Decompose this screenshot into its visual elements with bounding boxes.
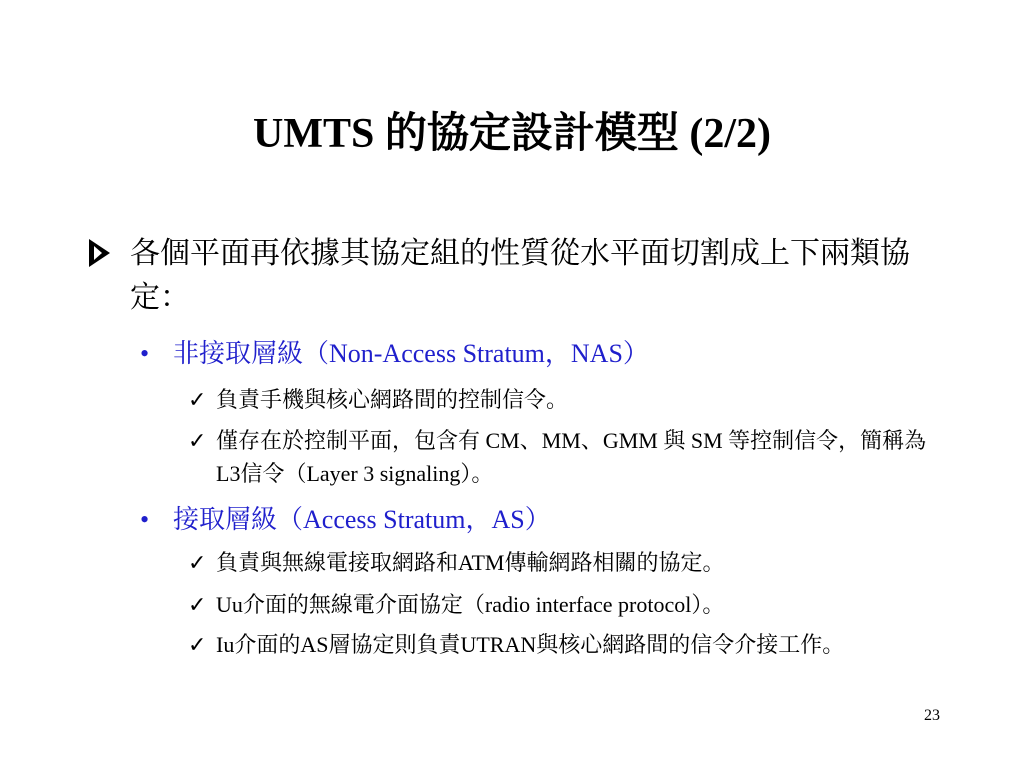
checkmark-icon: ✓	[188, 550, 207, 575]
page-number: 23	[924, 707, 940, 724]
list-item-text: Uu介面的無線電介面協定（radio interface protocol）。	[216, 592, 725, 617]
checkmark-icon: ✓	[188, 632, 207, 657]
list-item-text: 負責手機與核心網路間的控制信令。	[216, 387, 569, 412]
section-as	[140, 502, 940, 538]
list-item	[188, 546, 948, 579]
list-item	[188, 588, 948, 621]
list-item-text: 僅存在於控制平面，包含有 CM、MM、GMM 與 SM 等控制信令，簡稱為L3信令（Layer 3 signaling）。	[216, 428, 927, 486]
list-item	[188, 383, 948, 416]
checkmark-icon: ✓	[188, 387, 207, 412]
main-bullet-text: 各個平面再依據其協定組的性質從水平面切割成上下兩類協定：	[130, 237, 910, 314]
bullet-dot: •	[140, 505, 150, 534]
list-item-text: 負責與無線電接取網路和ATM傳輸網路相關的協定。	[216, 550, 725, 575]
checkmark-icon: ✓	[188, 428, 207, 453]
list-item-text: Iu介面的AS層協定則負責UTRAN與核心網路間的信令介接工作。	[216, 632, 845, 657]
list-item	[188, 424, 948, 490]
main-bullet	[88, 232, 948, 320]
list-item	[188, 628, 948, 661]
bullet-dot: •	[140, 339, 150, 368]
section-as-label: 接取層級（Access Stratum，AS）	[173, 505, 551, 534]
section-nas-label: 非接取層級（Non-Access Stratum，NAS）	[173, 339, 649, 368]
slide-title: UMTS 的協定設計模型 (2/2)	[253, 111, 771, 157]
arrowhead-bullet-icon	[88, 238, 112, 268]
checkmark-icon: ✓	[188, 592, 207, 617]
section-nas	[140, 336, 940, 372]
